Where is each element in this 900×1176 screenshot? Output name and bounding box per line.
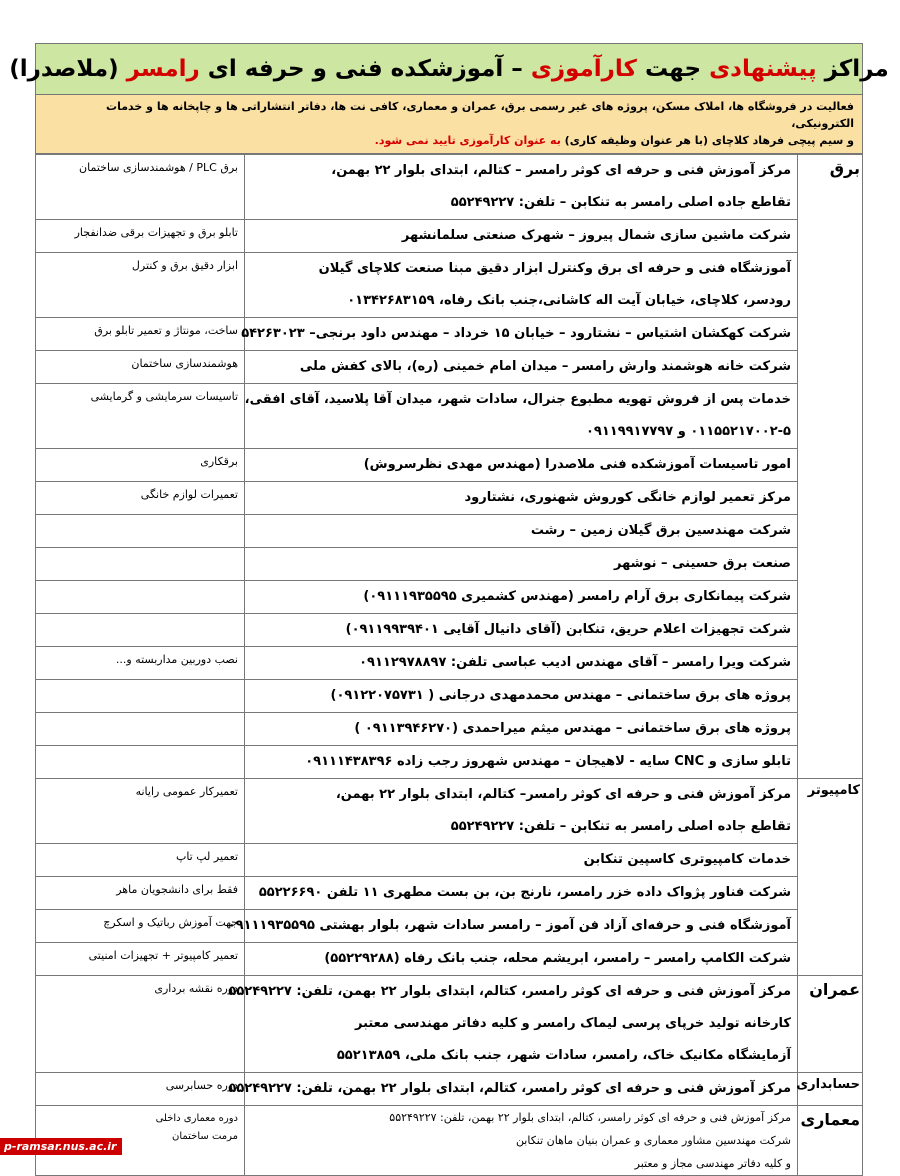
title-part: کارآموزی	[530, 56, 637, 82]
center-cell	[245, 1106, 798, 1176]
table-row	[36, 155, 863, 220]
notice-line: به عنوان کارآموزی تایید نمی شود.	[374, 134, 561, 147]
center-line: آموزشگاه فنی و حرفه‌ای آزاد فن آموز – رامسر سادات شهر، بلوار بهشتی ۰۹۱۱۱۹۳۵۵۹۵	[227, 918, 791, 933]
table-row	[36, 779, 863, 844]
table-row	[36, 253, 863, 318]
notice-box	[35, 95, 863, 154]
title-part: پیشنهادی	[709, 56, 817, 82]
center-line: شرکت مهندسین برق گیلان زمین – رشت	[530, 523, 791, 538]
table-row	[36, 680, 863, 713]
note-cell: نصب دوربین مداربسته و...	[36, 647, 245, 680]
center-line: شرکت تجهیزات اعلام حریق، تنکابن (آقای دانیال آقایی ۰۹۱۱۹۹۳۹۴۰۱)	[345, 622, 791, 637]
title-part: مراکز	[824, 56, 889, 82]
center-cell	[228, 976, 798, 1073]
note-cell: برق PLC / هوشمندسازی ساختمان	[36, 155, 245, 220]
center-cell	[245, 253, 798, 318]
center-line: تقاطع جاده اصلی رامسر به تنکابن – تلفن: ۵۵۲۴۹۲۲۷	[450, 195, 791, 210]
center-line: مرکز آموزش فنی و حرفه ای کوثر رامسر، کتالم، ابتدای بلوار ۲۲ بهمن، تلفن: ۵۵۲۴۹۲۲۷	[228, 1081, 791, 1096]
center-line: کارخانه تولید خرپای پرسی لیماک رامسر و کلیه دفاتر مهندسی معتبر	[354, 1016, 791, 1031]
page-title	[9, 43, 889, 95]
table-row	[36, 482, 863, 515]
center-line: مرکز آموزش فنی و حرفه ای کوثر رامسر، کتالم، ابتدای بلوار ۲۲ بهمن، تلفن: ۵۵۲۴۹۲۲۷	[389, 1111, 791, 1124]
table-row	[36, 713, 863, 746]
center-cell	[245, 581, 798, 614]
note-cell	[36, 680, 245, 713]
center-line: شرکت الکامپ رامسر – رامسر، ابریشم محله، جنب بانک رفاه (۵۵۲۲۹۲۸۸)	[324, 951, 791, 966]
center-line: شرکت ویرا رامسر – آقای مهندس ادیب عباسی تلفن: ۰۹۱۱۲۹۷۸۸۹۷	[359, 655, 791, 670]
center-line: مرکز تعمیر لوازم خانگی کوروش شهنوری، نشتارود	[464, 490, 791, 505]
notice-line: فعالیت در فروشگاه ها، املاک مسکن، پروژه های غیر رسمی برق، عمران و معماری، کافی نت ها، دفاتر انتشاراتی ها و چاپخانه ها و خدمات الکترونیکی،	[106, 100, 854, 130]
center-line: صنعت برق حسینی – نوشهر	[613, 556, 791, 571]
note-cell: تعمیر کامپیوتر + تجهیزات امنیتی	[36, 943, 245, 976]
category-cell: حسابداری	[798, 1073, 863, 1106]
center-line: پروژه های برق ساختمانی – مهندس محمدمهدی درجانی ( ۰۹۱۲۲۰۷۵۷۳۱)	[330, 688, 791, 703]
document-sheet	[9, 43, 889, 1176]
note-cell	[36, 581, 245, 614]
center-line: خدمات پس از فروش تهویه مطبوع جنرال، سادات شهر، میدان آقا پلاسید، آقای افقی،	[244, 392, 791, 407]
center-cell	[245, 746, 798, 779]
table-row	[36, 976, 863, 1073]
table-row	[36, 877, 863, 910]
table-row	[36, 746, 863, 779]
center-line: شرکت کهکشان اشتیاس – نشتارود – خیابان ۱۵ خرداد – مهندس داود برنجی– ۵۴۲۶۳۰۲۳	[241, 326, 791, 341]
table-row	[36, 844, 863, 877]
category-cell: عمران	[798, 976, 863, 1073]
center-cell	[245, 482, 798, 515]
table-row	[36, 581, 863, 614]
table-row	[36, 220, 863, 253]
table-row	[36, 449, 863, 482]
center-line: شرکت پیمانکاری برق آرام رامسر (مهندس کشمیری ۰۹۱۱۱۹۳۵۵۹۵)	[363, 589, 791, 604]
center-cell	[245, 220, 798, 253]
center-cell	[245, 680, 798, 713]
note-cell	[36, 515, 245, 548]
note-cell	[36, 548, 245, 581]
center-line: پروژه های برق ساختمانی – مهندس میثم میراحمدی (۰۹۱۱۳۹۴۶۲۷۰ )	[354, 721, 791, 736]
center-line: مرکز آموزش فنی و حرفه ای کوثر رامسر – کتالم، ابتدای بلوار ۲۲ بهمن،	[331, 163, 791, 178]
center-line: مرکز آموزش فنی و حرفه ای کوثر رامسر، کتالم، ابتدای بلوار ۲۲ بهمن، تلفن: ۵۵۲۴۹۲۲۷	[228, 984, 791, 999]
note-cell: جهت آموزش رباتیک و اسکرچ	[36, 910, 245, 943]
center-line: و کلیه دفاتر مهندسی مجاز و معتبر	[634, 1157, 791, 1170]
title-part: (ملاصدرا)	[9, 56, 119, 82]
center-cell	[245, 647, 798, 680]
center-cell	[245, 713, 798, 746]
category-cell: برق	[798, 155, 863, 779]
category-cell: معماری	[798, 1106, 863, 1176]
center-line: شرکت مهندسین مشاور معماری و عمران بنیان ماهان تنکابن	[515, 1134, 791, 1147]
center-cell	[227, 910, 798, 943]
note-cell	[36, 713, 245, 746]
title-part: – آموزشکده فنی و حرفه ای	[207, 56, 523, 82]
center-line: شرکت ماشین سازی شمال پیروز – شهرک صنعتی سلمانشهر	[401, 228, 791, 243]
notice-line: و سیم پیچی فرهاد کلاچای (با هر عنوان وظیفه کاری)	[564, 134, 854, 147]
title-part: رامسر	[126, 56, 200, 82]
center-line: آموزشگاه فنی و حرفه ای برق وکنترل ابزار دقیق مبنا صنعت کلاچای گیلان	[318, 261, 791, 276]
table-row	[36, 318, 863, 351]
center-line: مرکز آموزش فنی و حرفه ای کوثر رامسر– کتالم، ابتدای بلوار ۲۲ بهمن،	[335, 787, 791, 802]
table-row	[36, 515, 863, 548]
center-line: شرکت خانه هوشمند وارش رامسر – میدان امام خمینی (ره)، بالای کفش ملی	[299, 359, 791, 374]
note-cell	[36, 614, 245, 647]
title-part: جهت	[644, 56, 702, 82]
note-cell: ابزار دقیق برق و کنترل	[36, 253, 245, 318]
center-cell	[245, 351, 798, 384]
center-line: تقاطع جاده اصلی رامسر به تنکابن – تلفن: ۵۵۲۴۹۲۲۷	[450, 819, 791, 834]
center-cell	[245, 548, 798, 581]
table-row	[36, 351, 863, 384]
category-cell: کامپیوتر	[798, 779, 863, 976]
center-cell	[245, 614, 798, 647]
table-row	[36, 943, 863, 976]
note-cell: تابلو برق و تجهیزات برقی ضدانفجار	[36, 220, 245, 253]
table-row	[36, 384, 863, 449]
site-url-badge: p-ramsar.nus.ac.ir	[0, 1138, 122, 1155]
center-cell	[245, 155, 798, 220]
center-cell	[245, 943, 798, 976]
center-line: ۰۱۱۵۵۲۱۷۰۰۲-۵ و ۰۹۱۱۹۹۱۷۷۹۷	[585, 424, 791, 439]
note-cell: دوره نقشه برداری	[36, 976, 245, 1073]
center-cell	[245, 779, 798, 844]
center-line: رودسر، کلاچای، خیابان آیت اله کاشانی،جنب بانک رفاه، ۰۱۳۴۲۶۸۳۱۵۹	[347, 293, 791, 308]
center-line: امور تاسیسات آموزشکده فنی ملاصدرا (مهندس مهدی نظرسروش)	[363, 457, 791, 472]
note-cell: دوره حسابرسی	[36, 1073, 245, 1106]
table-row	[36, 1073, 863, 1106]
center-cell	[245, 384, 798, 449]
table-row	[36, 548, 863, 581]
note-cell: فقط برای دانشجویان ماهر	[36, 877, 245, 910]
note-cell: هوشمندسازی ساختمان	[36, 351, 245, 384]
center-line: خدمات کامپیوتری کاسپین تنکابن	[583, 852, 791, 867]
note-cell: تعمیر لپ تاپ	[36, 844, 245, 877]
center-cell	[245, 515, 798, 548]
center-cell	[245, 844, 798, 877]
table-row	[36, 647, 863, 680]
center-cell	[228, 1073, 798, 1106]
note-cell	[36, 746, 245, 779]
table-row	[36, 614, 863, 647]
note-cell: تاسیسات سرمایشی و گرمایشی	[36, 384, 245, 449]
center-cell	[245, 449, 798, 482]
center-cell	[245, 877, 798, 910]
note-cell: تعمیرکار عمومی رایانه	[36, 779, 245, 844]
center-line: تابلو سازی و CNC سایه - لاهیجان – مهندس شهروز رجب زاده ۰۹۱۱۱۴۳۸۳۹۶	[305, 754, 791, 769]
center-line: شرکت فناور پژواک داده خزر رامسر، نارنج بن، بن بست مطهری ۱۱ تلفن ۵۵۲۲۶۶۹۰	[258, 885, 791, 900]
center-line: آزمایشگاه مکانیک خاک، رامسر، سادات شهر، جنب بانک ملی، ۵۵۲۱۳۸۵۹	[336, 1048, 791, 1063]
note-cell: تعمیرات لوازم خانگی	[36, 482, 245, 515]
table-row	[36, 1106, 863, 1176]
center-cell	[241, 318, 798, 351]
note-cell: ساخت، مونتاژ و تعمیر تابلو برق	[36, 318, 245, 351]
note-cell: دوره معماری داخلی مرمت ساختمان	[36, 1106, 245, 1176]
training-centers-table	[35, 154, 863, 1176]
table-row	[36, 910, 863, 943]
note-cell: برقکاری	[36, 449, 245, 482]
